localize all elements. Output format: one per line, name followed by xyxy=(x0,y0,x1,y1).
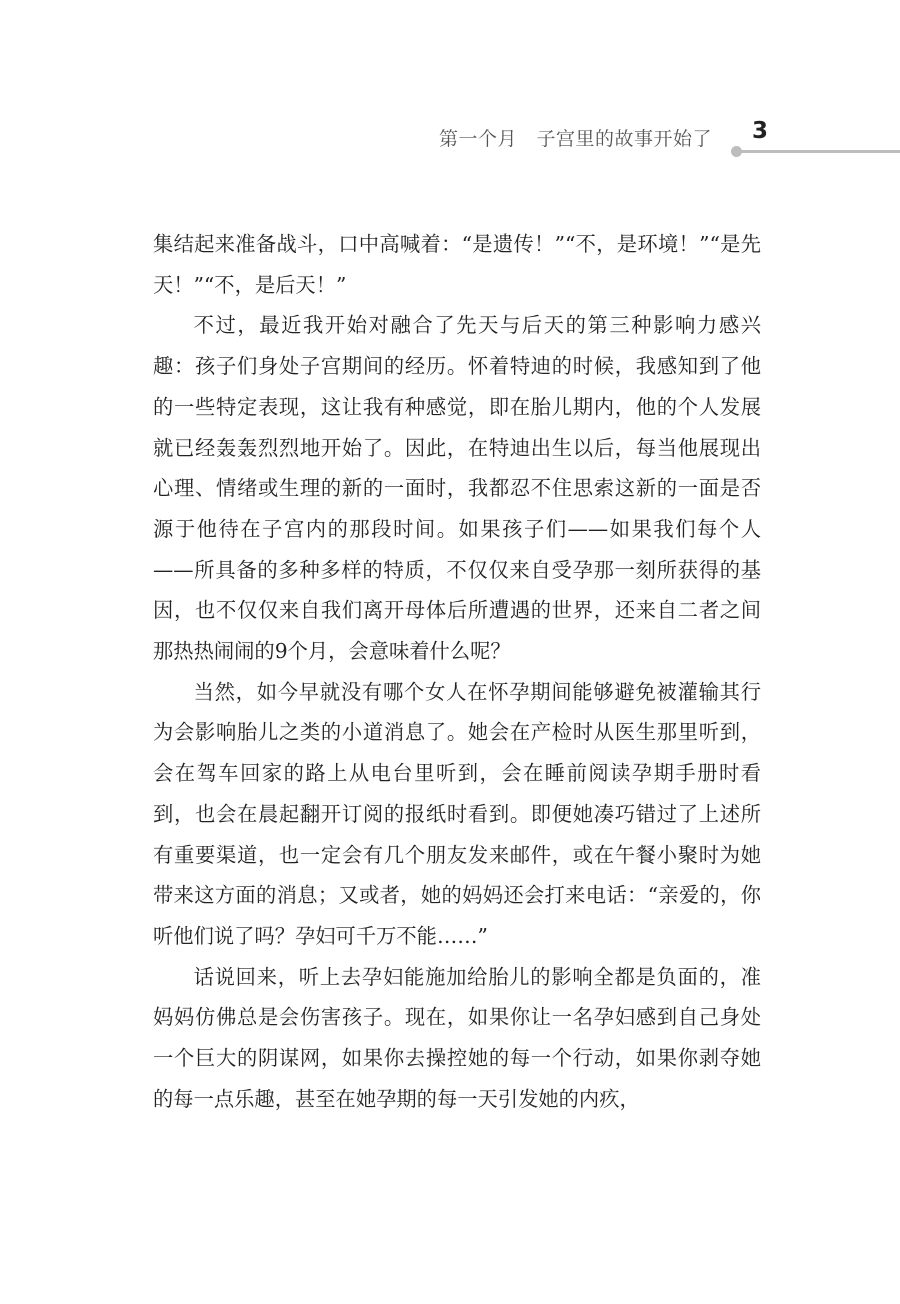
page-number: 3 xyxy=(752,118,769,144)
paragraph: 当然，如今早就没有哪个女人在怀孕期间能够避免被灌输其行为会影响胎儿之类的小道消息了。她会在产检时从医生那里听到，会在驾车回家的路上从电台里听到，会在睡前阅读孕期手册时看到，也会在晨起翻开订阅的报纸时看到。即便她凑巧错过了上述所有重要渠道，也一定会有几个朋友发来邮件，或在午餐小聚时为她带来这方面的消息；又或者，她的妈妈还会打来电话：“亲爱的，你听他们说了吗？孕妇可千万不能……” xyxy=(153,679,761,948)
running-head-chapter-title: 第一个月 子宫里的故事开始了 xyxy=(438,128,712,150)
header-rule xyxy=(738,150,900,153)
paragraph: 不过，最近我开始对融合了先天与后天的第三种影响力感兴趣：孩子们身处子宫期间的经历。怀着特迪的时候，我感知到了他的一些特定表现，这让我有种感觉，即在胎儿期内，他的个人发展就已经轰轰烈烈地开始了。因此，在特迪出生以后，每当他展现出心理、情绪或生理的新的一面时，我都忍不住思索这新的一面是否源于他待在子宫内的那段时间。如果孩子们——如果我们每个人——所具备的多种多样的特质，不仅仅来自受孕那一刻所获得的基因，也不仅仅来自我们离开母体后所遭遇的世界，还来自二者之间那热热闹闹的9个月，会意味着什么呢？ xyxy=(153,313,761,664)
paragraph-continued: 集结起来准备战斗，口中高喊着：“是遗传！”“不，是环境！”“是先天！”“不，是后天！” xyxy=(153,232,761,297)
body-text xyxy=(153,224,761,1119)
page-header xyxy=(0,118,900,158)
paragraph: 话说回来，听上去孕妇能施加给胎儿的影响全都是负面的，准妈妈仿佛总是会伤害孩子。现在，如果你让一名孕妇感到自己身处一个巨大的阴谋网，如果你去操控她的每一个行动，如果你剥夺她的每一点乐趣，甚至在她孕期的每一天引发她的内疚， xyxy=(153,964,761,1111)
